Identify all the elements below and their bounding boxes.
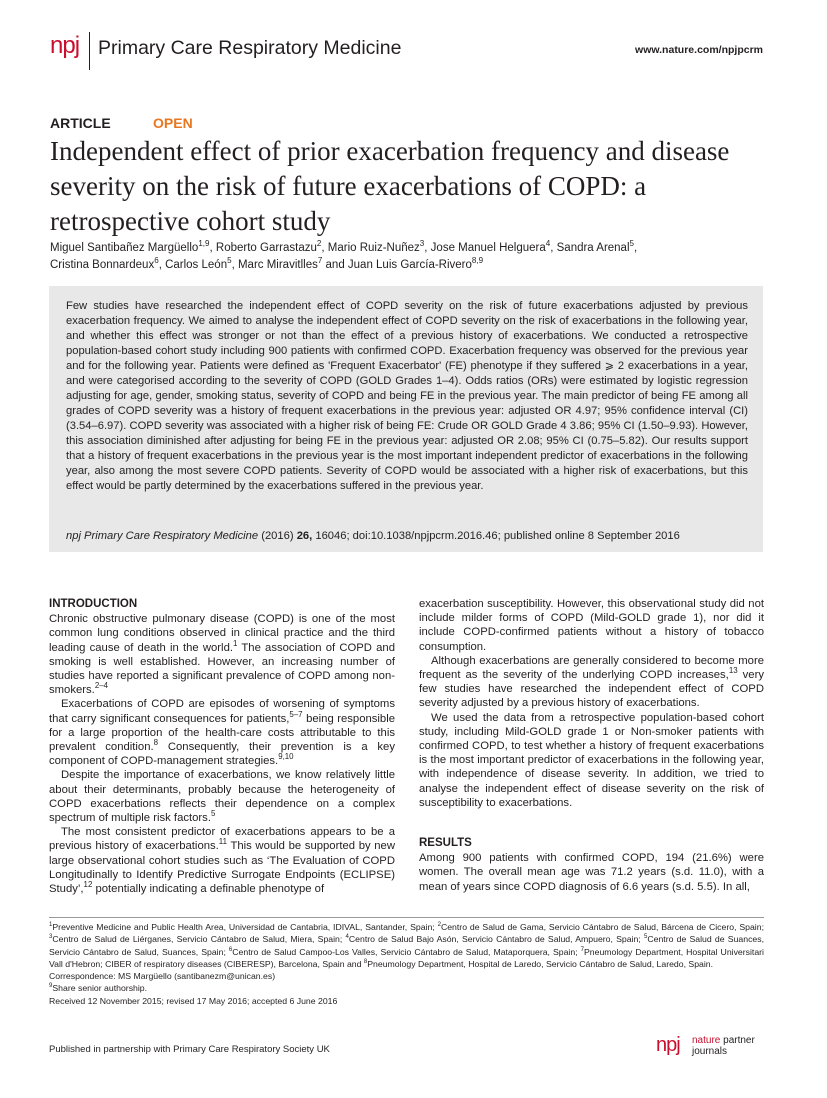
intro-heading: INTRODUCTION: [49, 598, 138, 610]
intro-paragraph: The most consistent predictor of exacerbations appears to be a previous history of exacerbations.$^{11}$ This would be supported by new large observational cohort studies such as ‘The Evaluation of COPD Longitudinally to Identify Predictive Surrogate Endpoints (ECLIPSE) Study’,$^{12}$ potentially indicating a definable phenotype of: [49, 826, 395, 896]
citation-line: [66, 530, 756, 542]
right-column-intro: [419, 597, 764, 810]
footnote-divider: [49, 917, 764, 918]
right-column-results: [419, 836, 764, 894]
partnership-note: Published in partnership with Primary Care Respiratory Society UK: [49, 1044, 330, 1055]
correspondence: Correspondence: MS Margüello (santibanezm@unican.es): [49, 971, 276, 982]
logo-partner: partner: [723, 1035, 755, 1046]
received-dates: Received 12 November 2015; revised 17 May 2016; accepted 6 June 2016: [49, 995, 338, 1006]
authors-line-2: Cristina Bonnardeux$^6$, Carlos León$^5$, Marc Miravitlles$^7$ and Juan Luis García-Rivero$^{8,9}$: [50, 256, 484, 271]
article-type-label: ARTICLE: [50, 115, 111, 131]
results-paragraph: Among 900 patients with confirmed COPD, 194 (21.6%) were women. The overall mean age was 71.2 years (s.d. 11.0), with a mean of years since COPD diagnosis of 6.6 years (s.d. 5.5). In all,: [419, 852, 764, 893]
footer-logo: npj: [656, 1034, 680, 1056]
citation-journal: npj Primary Care Respiratory Medicine: [66, 530, 259, 542]
intro-paragraph: We used the data from a retrospective population-based cohort study, including Mild-GOLD grade 1 or Non-smoker patients with confirmed COPD, to test whether a history of frequent exacerbations is the most important predictor of exacerbations in the following year, with independence of disease severity. In addition, we tried to analyse the independent effect of disease severity on the risk of susceptibility to exacerbations.: [419, 711, 764, 809]
footnotes: [49, 921, 764, 1007]
logo-divider: [89, 32, 90, 70]
intro-paragraph: Chronic obstructive pulmonary disease (COPD) is one of the most common lung conditions observed in clinical practice and the third leading cause of death in the world.$^1$ The association of COPD and smoking is well established. However, an increasing number of studies have reported a significant prevalence of COPD among non-smokers.$^{2-4}$: [49, 613, 396, 697]
intro-paragraph: exacerbation susceptibility. However, this observational study did not include milder forms of COPD (Mild-GOLD grade 1), nor did it include COPD-confirmed patients without a history of tobacco consumption.: [419, 598, 764, 653]
author-list: [50, 240, 770, 274]
results-heading: RESULTS: [419, 837, 472, 849]
intro-paragraph: Although exacerbations are generally considered to become more frequent as the severity of the underlying COPD increases,$^{13}$ very few studies have researched the independent effect of COPD severity adjusted by a previous history of exacerbations.: [419, 654, 765, 710]
journal-name: Primary Care Respiratory Medicine: [98, 37, 402, 59]
intro-paragraph: Despite the importance of exacerbations, we know relatively little about their determinants, probably because the heterogeneity of COPD exacerbations reflects their dependence on a complex spectrum of multiple risk factors.$^5$: [49, 769, 395, 825]
journal-logo: npj: [50, 32, 80, 59]
citation-rest: 16046; doi:10.1038/npjpcrm.2016.46; published online 8 September 2016: [315, 530, 680, 542]
intro-paragraph: Exacerbations of COPD are episodes of worsening of symptoms that carry significant consequences for patients,$^{5-7}$ being responsible for a large proportion of the health-care costs attributable to this prevalent condition.$^8$ Consequently, their prevention is a key component of COPD-management strategies.$^{9,10}$: [49, 698, 395, 768]
abstract-text: Few studies have researched the independent effect of COPD severity on the risk of future exacerbations adjusted by previous exacerbation frequency. We aimed to analyse the independent effect of COPD severity on the risk of exacerbations in the following year, and whether this effect was stronger or not than the effect of a previous history of exacerbations. We conducted a retrospective population-based cohort study including 900 patients with confirmed COPD. Exacerbation frequency was observed for the previous year and for the following year. Patients were defined as 'Frequent Exacerbator' (FE) phenotype if they suffered ⩾ 2 exacerbations in a year, and were categorised according to the severity of COPD (GOLD Grades 1–4). Odds ratios (ORs) were estimated by logistic regression adjusting for age, gender, smoking status, severity of COPD and being FE in the previous year. The main predictor of being FE among all grades of COPD severity was a history of frequent exacerbations in the previous year: adjusted OR 4.97; 95% confidence interval (CI) (3.54–6.97). COPD severity was associated with a higher risk of being FE: Crude OR GOLD Grade 4 3.86; 95% CI (1.50–9.93). However, this association diminished after adjusting for being FE in the previous year: adjusted OR 2.08; 95% CI (0.75–5.82). Our results support that a history of frequent exacerbations in the previous year is the most important independent predictor of exacerbations in the following year, also among the most severe COPD patients. Severity of COPD would be associated with a higher risk of exacerbations, but this effect would be partly determined by the exacerbations suffered in the previous year.: [66, 300, 748, 492]
affiliations: $^1$Preventive Medicine and Public Health Area, Universidad de Cantabria, IDIVAL, Santander, Spain; $^2$Centro de Salud de Gama, Servicio Cántabro de Salud, Bárcena de Cicero, Spain; $^3$Centro de Salud de Liérganes, Servicio Cántabro de Salud, Miera, Spain; $^4$Centro de Salud Bajo Asón, Servicio Cántabro de Salud, Ampuero, Spain; $^5$Centro de Salud de Suances, Servicio Cántabro de Salud, Suances, Spain; $^6$Centro de Salud Campoo-Los Valles, Servicio Cántabro de Salud, Mataporquera, Spain; $^7$Pneumology Department, Hospital Universitari Vall d'Hebron; CIBER of respiratory diseases (CIBERESP), Barcelona, Spain and $^8$Pneumology Department, Hospital de Laredo, Servicio Cántabro de Salud, Laredo, Spain.: [49, 921, 765, 969]
logo-journals: journals: [692, 1046, 728, 1057]
shared-authorship-note: $^9$Share senior authorship.: [49, 982, 148, 994]
left-column: [49, 597, 395, 896]
article-title: Independent effect of prior exacerbation frequency and disease severity on the risk of future exacerbations of COPD: a retrospective cohort study: [50, 136, 730, 236]
authors-line-1: Miguel Santibañez Margüello$^{1,9}$, Roberto Garrastazu$^2$, Mario Ruiz-Nuñez$^3$, Jose Manuel Helguera$^4$, Sandra Arenal$^5$,: [50, 239, 638, 254]
journal-url-link[interactable]: www.nature.com/npjpcrm: [635, 44, 763, 56]
open-access-label: OPEN: [153, 115, 193, 131]
citation-year: (2016): [261, 530, 294, 542]
citation-volume: 26,: [296, 530, 313, 542]
footer-logo-text: [692, 1035, 755, 1057]
logo-nature: nature: [692, 1035, 721, 1046]
